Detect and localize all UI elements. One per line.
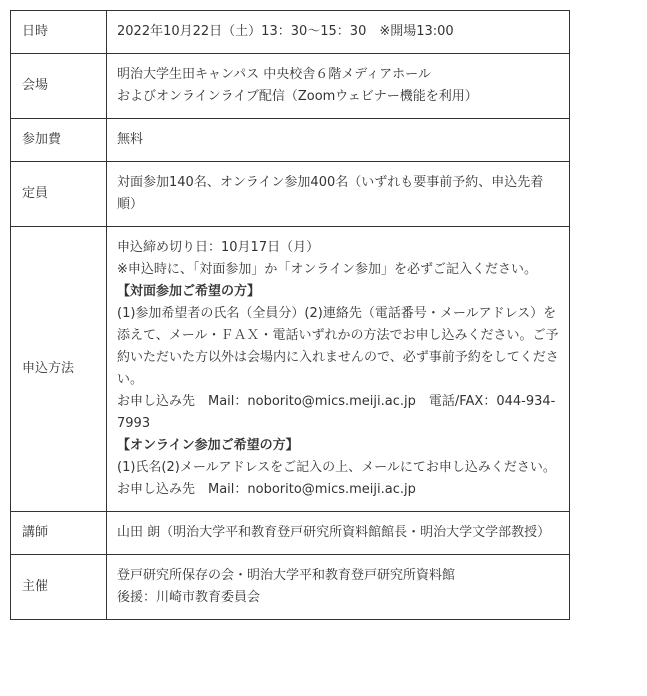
row-label: 参加費 [11,119,107,162]
event-info-table [10,10,570,620]
content-line: 無料 [117,132,144,147]
row-label: 会場 [11,54,107,119]
info-row-capacity [11,162,570,227]
row-label: 定員 [11,162,107,227]
row-label: 日時 [11,11,107,54]
row-content [107,162,570,227]
content-line: およびオンラインライブ配信（Zoomウェビナー機能を利用） [117,89,478,104]
info-row-datetime [11,11,570,54]
content-line: お申し込み先 Mail：noborito@mics.meiji.ac.jp 電話/FAX：044-934-7993 [117,394,556,431]
info-row-lecturer [11,512,570,555]
row-content [107,512,570,555]
content-line: 山田 朗（明治大学平和教育登戸研究所資料館館長・明治大学文学部教授） [117,525,551,540]
section-heading: 【対面参加ご希望の方】 [117,284,261,299]
content-line: お申し込み先 Mail：noborito@mics.meiji.ac.jp [117,482,416,497]
content-line: 明治大学生田キャンパス 中央校舎６階メディアホール [117,67,431,82]
content-line: 2022年10月22日（土）13：30〜15：30 ※開場13:00 [117,24,454,39]
section-heading: 【オンライン参加ご希望の方】 [117,438,299,453]
row-content [107,54,570,119]
content-line: 申込締め切り日：10月17日（月） [117,240,320,255]
content-line: 登戸研究所保存の会・明治大学平和教育登戸研究所資料館 [117,568,456,583]
row-content [107,227,570,512]
info-row-fee [11,119,570,162]
content-line: (1)参加希望者の氏名（全員分）(2)連絡先（電話番号・メールアドレス）を添えて、メール・ＦＡＸ・電話いずれかの方法でお申し込みください。ご予約いただいた方以外は会場内に入れませんので、必ず事前予約をしてください。 [117,306,559,387]
row-label: 主催 [11,555,107,620]
row-content [107,555,570,620]
info-row-venue [11,54,570,119]
content-line: 後援：川崎市教育委員会 [117,590,261,605]
info-row-organizer [11,555,570,620]
row-content [107,11,570,54]
content-line: 対面参加140名、オンライン参加400名（いずれも要事前予約、申込先着順） [117,175,544,212]
row-label: 講師 [11,512,107,555]
event-info-table-body [11,11,570,620]
row-label: 申込方法 [11,227,107,512]
row-content [107,119,570,162]
content-line: (1)氏名(2)メールアドレスをご記入の上、メールにてお申し込みください。 [117,460,556,475]
info-row-application [11,227,570,512]
content-line: ※申込時に、「対面参加」か「オンライン参加」を必ずご記入ください。 [117,262,538,277]
